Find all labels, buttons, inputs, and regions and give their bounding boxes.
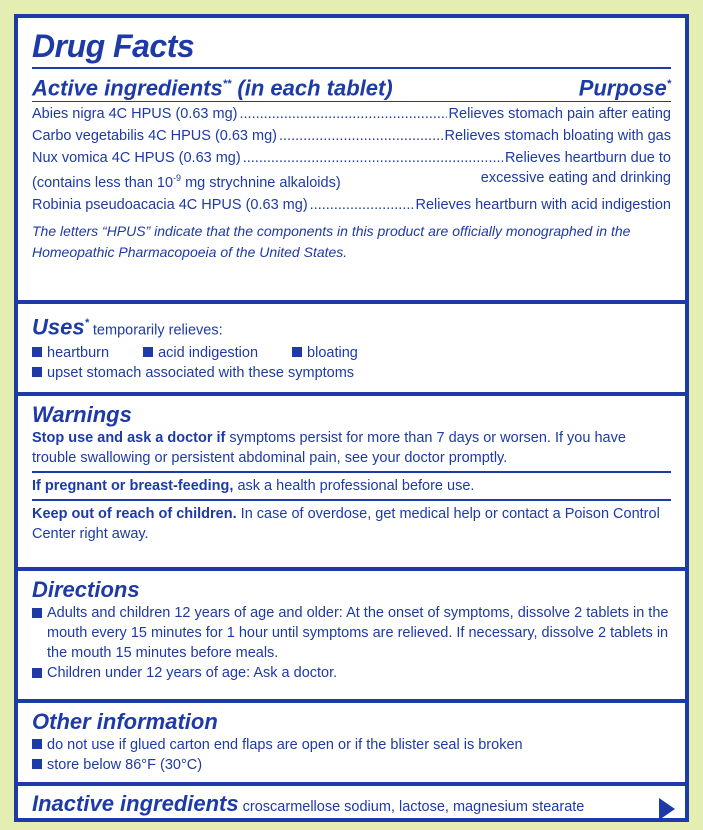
other-information-section — [18, 699, 685, 772]
active-ingredients-header — [32, 71, 671, 101]
warning-children: Keep out of reach of children. In case of overdose, get medical help or contact a Poison Control Center right away. — [32, 506, 660, 542]
inactive-ingredients-heading: Inactive ingredients croscarmellose sodium, lactose, magnesium stearate — [32, 791, 585, 816]
uses-heading: Uses* temporarily relieves: — [32, 314, 223, 340]
title-rule — [32, 67, 671, 69]
directions-section — [18, 567, 685, 689]
active-ingredients-heading: Active ingredients** (in each tablet) — [32, 75, 393, 101]
warning-pregnant: If pregnant or breast-feeding, ask a health professional before use. — [32, 478, 475, 494]
header-rule — [32, 101, 671, 102]
bullet-icon — [32, 608, 42, 618]
ingredient-row: Robinia pseudoacacia 4C HPUS (0.63 mg) ..... Relieves heartburn with acid indigestion — [32, 195, 671, 215]
list-item: bloating — [292, 343, 358, 363]
hpus-note: The letters “HPUS” indicate that the components in this product are officially monographed in the Homeopathic Pharmacopoeia of the United States. — [32, 223, 631, 261]
list-item: Children under 12 years of age: Ask a doctor. — [32, 663, 671, 683]
ingredient-row: Carbo vegetabilis 4C HPUS (0.63 mg) ..... Relieves stomach bloating with gas — [32, 126, 671, 146]
ingredient-row-continuation: (contains less than $10^{-9}$ mg strychnine alkaloids) excessive eating and drinking — [32, 170, 671, 192]
bullet-icon — [32, 759, 42, 769]
continue-arrow-icon — [659, 798, 675, 820]
warnings-heading: Warnings — [32, 402, 132, 427]
purpose-heading: Purpose* — [578, 75, 671, 101]
active-ingredients-section — [18, 18, 685, 290]
list-item: upset stomach associated with these symptoms — [32, 363, 671, 383]
warnings-section — [18, 392, 685, 557]
ingredient-row: Abies nigra 4C HPUS (0.63 mg) ..... Relieves stomach pain after eating — [32, 104, 671, 124]
list-item: acid indigestion — [143, 343, 258, 363]
other-information-heading: Other information — [32, 709, 218, 734]
list-item: heartburn — [32, 343, 109, 363]
warning-stop-use: Stop use and ask a doctor if symptoms persist for more than 7 days or worsen. If you have trouble swallowing or persistent abdominal pain, see your doctor promptly. — [32, 430, 626, 466]
bullet-icon — [32, 347, 42, 357]
bullet-icon — [32, 668, 42, 678]
list-item: do not use if glued carton end flaps are open or if the blister seal is broken — [32, 735, 671, 755]
inactive-ingredients-section — [18, 782, 685, 822]
ingredient-row: Nux vomica 4C HPUS (0.63 mg) ..... Relieves heartburn due to — [32, 148, 671, 168]
directions-heading: Directions — [32, 577, 140, 602]
list-item: store below 86°F (30°C) — [32, 755, 671, 775]
drug-facts-panel — [14, 14, 689, 822]
drug-facts-title: Drug Facts — [32, 28, 195, 64]
list-item: Adults and children 12 years of age and older: At the onset of symptoms, dissolve 2 tablets in the mouth every 15 minutes for 1 hour until symptoms are relieved. If necessary, dissolve 2 tablets in the mouth 15 minutes before meals. — [32, 603, 671, 663]
bullet-icon — [143, 347, 153, 357]
uses-section — [18, 300, 685, 382]
bullet-icon — [292, 347, 302, 357]
bullet-icon — [32, 739, 42, 749]
bullet-icon — [32, 367, 42, 377]
